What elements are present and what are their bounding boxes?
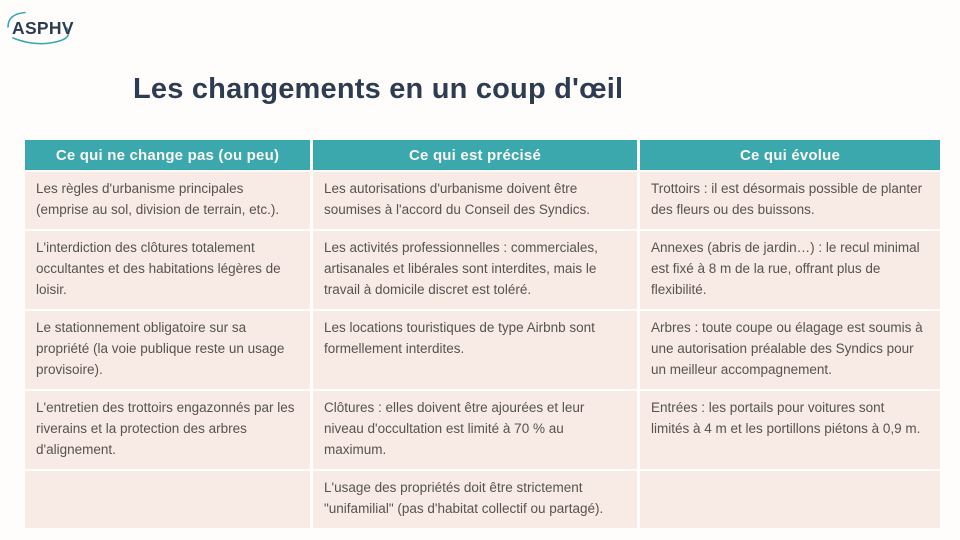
table-cell: Entrées : les portails pour voitures sont limités à 4 m et les portillons piétons à 0,9 m. [640, 391, 940, 469]
table-cell: Clôtures : elles doivent être ajourées et leur niveau d'occultation est limité à 70 % au maximum. [313, 391, 637, 469]
table-cell: Le stationnement obligatoire sur sa propriété (la voie publique reste un usage provisoire). [25, 311, 310, 389]
table-cell: Les locations touristiques de type Airbnb sont formellement interdites. [313, 311, 637, 389]
table-cell: Trottoirs : il est désormais possible de planter des fleurs ou des buissons. [640, 172, 940, 229]
table-cell: L'entretien des trottoirs engazonnés par les riverains et la protection des arbres d'alignement. [25, 391, 310, 469]
page-title: Les changements en un coup d'œil [133, 73, 624, 106]
column-header-unchanged: Ce qui ne change pas (ou peu) [25, 140, 310, 170]
asphv-logo [4, 6, 82, 50]
changes-table [25, 140, 940, 528]
table-cell: Annexes (abris de jardin…) : le recul minimal est fixé à 8 m de la rue, offrant plus de flexibilité. [640, 231, 940, 309]
logo-text: ASPHV [12, 18, 74, 38]
table-cell: L'interdiction des clôtures totalement occultantes et des habitations légères de loisir. [25, 231, 310, 309]
table-cell: Les autorisations d'urbanisme doivent être soumises à l'accord du Conseil des Syndics. [313, 172, 637, 229]
table-cell: Arbres : toute coupe ou élagage est soumis à une autorisation préalable des Syndics pour un meilleur accompagnement. [640, 311, 940, 389]
table-cell-empty [25, 471, 310, 528]
table-cell: Les règles d'urbanisme principales (emprise au sol, division de terrain, etc.). [25, 172, 310, 229]
column-header-evolving: Ce qui évolue [640, 140, 940, 170]
column-header-clarified: Ce qui est précisé [313, 140, 637, 170]
table-cell-empty [640, 471, 940, 528]
table-cell: Les activités professionnelles : commerciales, artisanales et libérales sont interdites, mais le travail à domicile discret est toléré. [313, 231, 637, 309]
table-cell: L'usage des propriétés doit être strictement "unifamilial" (pas d'habitat collectif ou partagé). [313, 471, 637, 528]
